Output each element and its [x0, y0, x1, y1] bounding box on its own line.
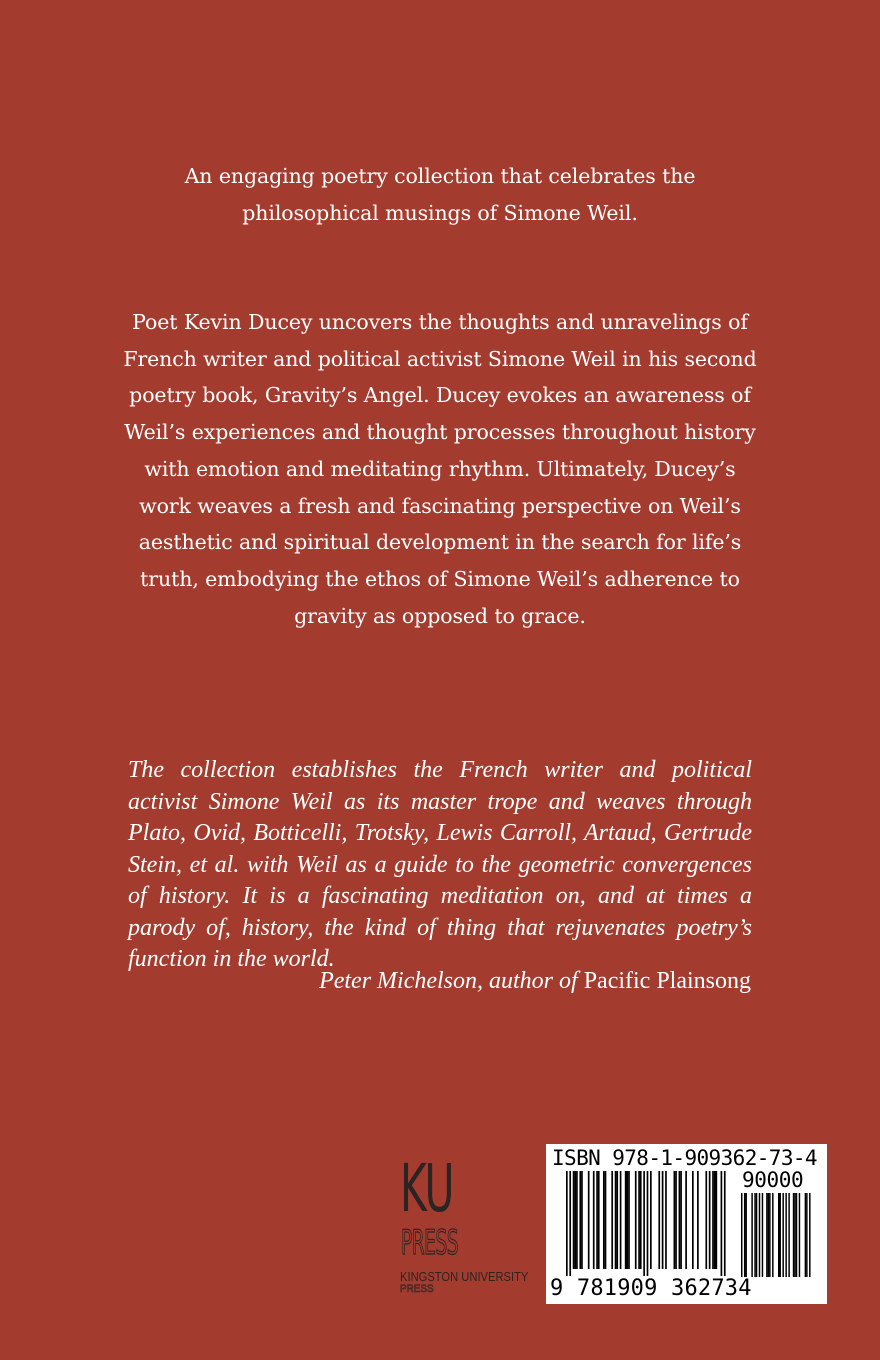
barcode-bar: [603, 1171, 605, 1269]
barcode-bar: [576, 1171, 578, 1269]
barcode-bar: [697, 1171, 699, 1269]
barcode-bar: [705, 1171, 707, 1269]
barcode-bar: [692, 1171, 694, 1269]
barcode-bar: [638, 1171, 640, 1269]
barcode-bar: [593, 1171, 595, 1269]
barcode-bar: [745, 1193, 746, 1277]
barcode-bar: [647, 1171, 649, 1276]
barcode-bar: [605, 1171, 607, 1269]
barcode-bar: [785, 1193, 786, 1277]
publisher-name-press: PRESS: [400, 1283, 434, 1295]
barcode-bar: [643, 1171, 645, 1276]
barcode-bar: [799, 1193, 800, 1277]
barcode-bar: [598, 1171, 600, 1269]
barcode-bar: [650, 1171, 652, 1269]
barcode-bar: [635, 1171, 637, 1269]
barcode-bar: [769, 1193, 770, 1277]
barcode-bar: [674, 1171, 676, 1269]
barcode-bar: [675, 1171, 677, 1269]
description-line: Poet Kevin Ducey uncovers the thoughts and unravelings of: [132, 310, 748, 334]
barcode-bar: [716, 1171, 718, 1269]
ean-digits: 9 781909 362734: [550, 1276, 752, 1301]
barcode-bar: [724, 1171, 726, 1276]
barcode-bar: [569, 1171, 571, 1276]
barcode-bar: [628, 1171, 630, 1269]
barcode-bar: [793, 1193, 794, 1277]
tagline-line: An engaging poetry collection that celebrates the: [184, 164, 696, 188]
barcode-bar: [566, 1171, 568, 1276]
barcode-bar: [680, 1171, 682, 1269]
logo-word: PRESS: [401, 1223, 459, 1263]
tagline-line: philosophical musings of Simone Weil.: [242, 200, 638, 225]
barcode-bar: [712, 1171, 714, 1269]
barcode-bar: [751, 1193, 752, 1277]
barcode-bar: [772, 1193, 773, 1277]
description-line: work weaves a fresh and fascinating perspective on Weil’s: [139, 493, 741, 518]
barcode-bar: [596, 1171, 598, 1269]
logo-mark: KU: [400, 1150, 454, 1227]
barcode-bar: [782, 1193, 783, 1277]
barcode-bar: [662, 1171, 664, 1269]
publisher-name: KINGSTON UNIVERSITY: [400, 1269, 529, 1284]
barcode-bar: [806, 1193, 807, 1277]
attribution-author: Peter Michelson, author of: [319, 968, 584, 994]
barcode-bar: [796, 1193, 797, 1277]
barcode-bar: [574, 1171, 576, 1269]
barcode-bar: [588, 1171, 590, 1269]
barcode-bar: [679, 1171, 681, 1269]
isbn-label: ISBN 978-1-909362-73-4: [552, 1146, 817, 1170]
barcode-bar: [756, 1193, 757, 1277]
description-line: truth, embodying the ethos of Simone Weil’s adherence to: [140, 566, 740, 591]
barcode-bar: [620, 1171, 622, 1269]
barcode-bar: [714, 1171, 716, 1269]
barcode-bar: [640, 1171, 642, 1269]
barcode-bar: [778, 1193, 779, 1277]
description-line: Weil’s experiences and thought processes throughout history: [124, 420, 756, 445]
description-line: poetry book, Gravity’s Angel. Ducey evokes an awareness of: [129, 383, 751, 408]
barcode-bar: [665, 1171, 667, 1269]
barcode-bar: [766, 1193, 767, 1277]
barcode-bar: [581, 1171, 583, 1269]
barcode-bar: [721, 1171, 723, 1276]
barcode-bar: [768, 1193, 769, 1277]
isbn-barcode: [546, 1144, 827, 1304]
barcode-bar: [579, 1171, 581, 1269]
barcode-bar: [658, 1171, 660, 1269]
barcode-bar: [744, 1193, 745, 1277]
barcode-bar: [794, 1193, 795, 1277]
barcode-bar: [759, 1193, 760, 1277]
barcode-bar: [809, 1193, 810, 1277]
barcode-bar: [611, 1171, 613, 1269]
review-quote: The collection establishes the French writer and political activist Simone Weil as its master trope and weaves through Plato, Ovid, Botticelli, Trotsky, Lewis Carroll, Artaud, Gertrude Stein, et al. with Weil as a guide to the geometric convergences of history. It is a fascinating meditation on, and at times a parody of, history, the kind of thing that rejuvenates poetry’s function in the world.: [128, 757, 752, 972]
description-line: with emotion and meditating rhythm. Ultimately, Ducey’s: [144, 456, 736, 481]
barcode-bar: [741, 1193, 742, 1277]
description-line: aesthetic and spiritual development in the search for life’s: [138, 530, 742, 555]
barcode-bar: [625, 1171, 627, 1269]
attribution-book-title: Pacific Plainsong: [583, 968, 751, 994]
blurb-description: [100, 304, 780, 634]
barcode-bar: [805, 1193, 806, 1277]
description-line: French writer and political activist Simone Weil in his second: [123, 346, 757, 371]
description-line: gravity as opposed to grace.: [294, 603, 586, 628]
barcode-bar: [573, 1171, 575, 1269]
barcode-addon-number: 90000: [742, 1168, 804, 1192]
barcode-bar: [615, 1171, 617, 1269]
barcode-bar: [685, 1171, 687, 1269]
barcode-bar: [754, 1193, 755, 1277]
publisher-logo: [400, 1150, 545, 1295]
barcode-bar: [626, 1171, 628, 1269]
blurb-tagline: [100, 158, 780, 231]
barcode-bar: [779, 1193, 780, 1277]
barcode-bar: [762, 1193, 763, 1277]
barcode-bar: [616, 1171, 618, 1269]
barcode-bar: [709, 1171, 711, 1269]
review-attribution: [319, 966, 751, 998]
barcode-bar: [788, 1193, 789, 1277]
